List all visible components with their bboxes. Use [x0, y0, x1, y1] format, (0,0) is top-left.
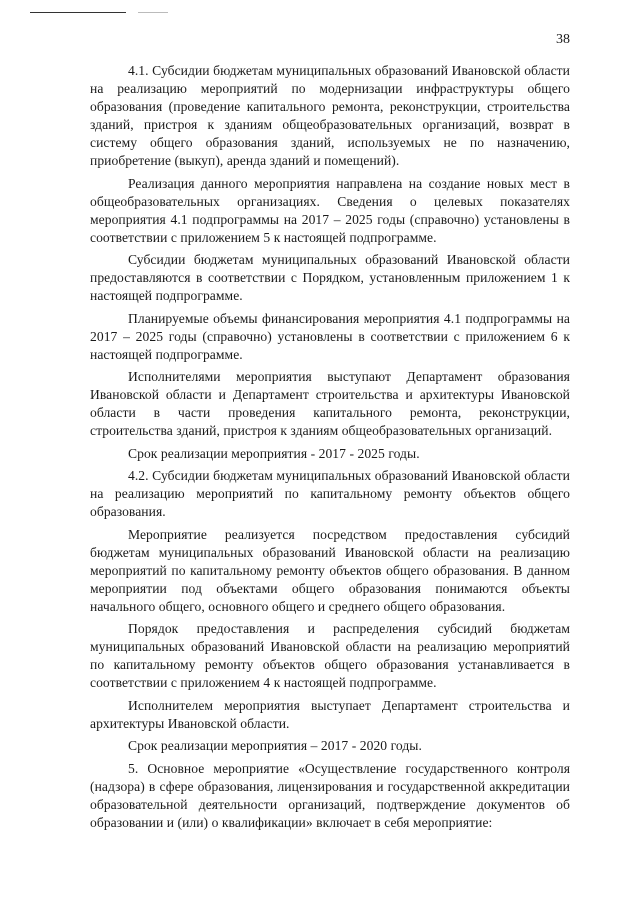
paragraph-4-1-title: 4.1. Субсидии бюджетам муниципальных образований Ивановской области на реализацию мероприятий по модернизации инфраструктуры общего образования (проведение капитального ремонта, реконструкции, строительства зданий, пристроя к зданиям общеобразовательных организаций, возврат в систему общего образования зданий, используемых не по назначению, приобретение (выкуп), аренда зданий и помещений).: [90, 63, 570, 168]
paragraph-4-2-term: Срок реализации мероприятия – 2017 - 2020 годы.: [128, 738, 422, 753]
paragraph-4-1-executors: Исполнителями мероприятия выступают Департамент образования Ивановской области и Департамент строительства и архитектуры Ивановской области в части проведения капитального ремонта, реконструкции, строительства зданий, пристроя к зданиям общеобразовательных организаций.: [90, 369, 570, 438]
paragraph-4-1-subsidies: Субсидии бюджетам муниципальных образований Ивановской области предоставляются в соответствии с Порядком, установленным приложением 1 к настоящей подпрограмме.: [90, 252, 570, 303]
paragraph-4-1-term: Срок реализации мероприятия - 2017 - 2025 годы.: [128, 445, 420, 461]
page-number: 38: [556, 32, 570, 47]
paragraph-4-1-financing: Планируемые объемы финансирования мероприятия 4.1 подпрограммы на 2017 – 2025 годы (справочно) установлены в соответствии с приложением 6 к настоящей подпрограмме.: [90, 310, 570, 362]
paragraph-5-title: 5. Основное мероприятие «Осуществление государственного контроля (надзора) в сфере образования, лицензирования и государственной аккредитации образовательной деятельности организаций, подтверждение документов об образовании и (или) о квалификации» включает в себя мероприятие:: [90, 760, 570, 830]
top-rule: [30, 12, 126, 13]
paragraph-4-2-title: 4.2. Субсидии бюджетам муниципальных образований Ивановской области на реализацию мероприятий по капитальному ремонту объектов общего образования.: [90, 468, 570, 519]
top-rule-faint: [138, 12, 168, 13]
document-body: [90, 62, 570, 836]
paragraph-4-1-purpose: Реализация данного мероприятия направлена на создание новых мест в общеобразовательных организациях. Сведения о целевых показателях мероприятия 4.1 подпрограммы на 2017 – 2025 годы (справочно) установлены в соответствии с приложением 5 к настоящей подпрограмме.: [90, 175, 570, 245]
paragraph-4-2-procedure: Порядок предоставления и распределения субсидий бюджетам муниципальных образований Ивановской области на реализацию мероприятий по капитальному ремонту объектов общего образования устанавливается в соответствии с приложением 4 к настоящей подпрограмме.: [90, 621, 570, 690]
paragraph-4-2-executor: Исполнителем мероприятия выступает Департамент строительства и архитектуры Ивановской области.: [90, 697, 570, 731]
paragraph-4-2-implementation: Мероприятие реализуется посредством предоставления субсидий бюджетам муниципальных образований Ивановской области на реализацию мероприятий по капитальному ремонту объектов общего образования. В данном мероприятии под объектами общего образования понимаются объекты начального общего, основного общего и среднего общего образования.: [90, 526, 570, 614]
